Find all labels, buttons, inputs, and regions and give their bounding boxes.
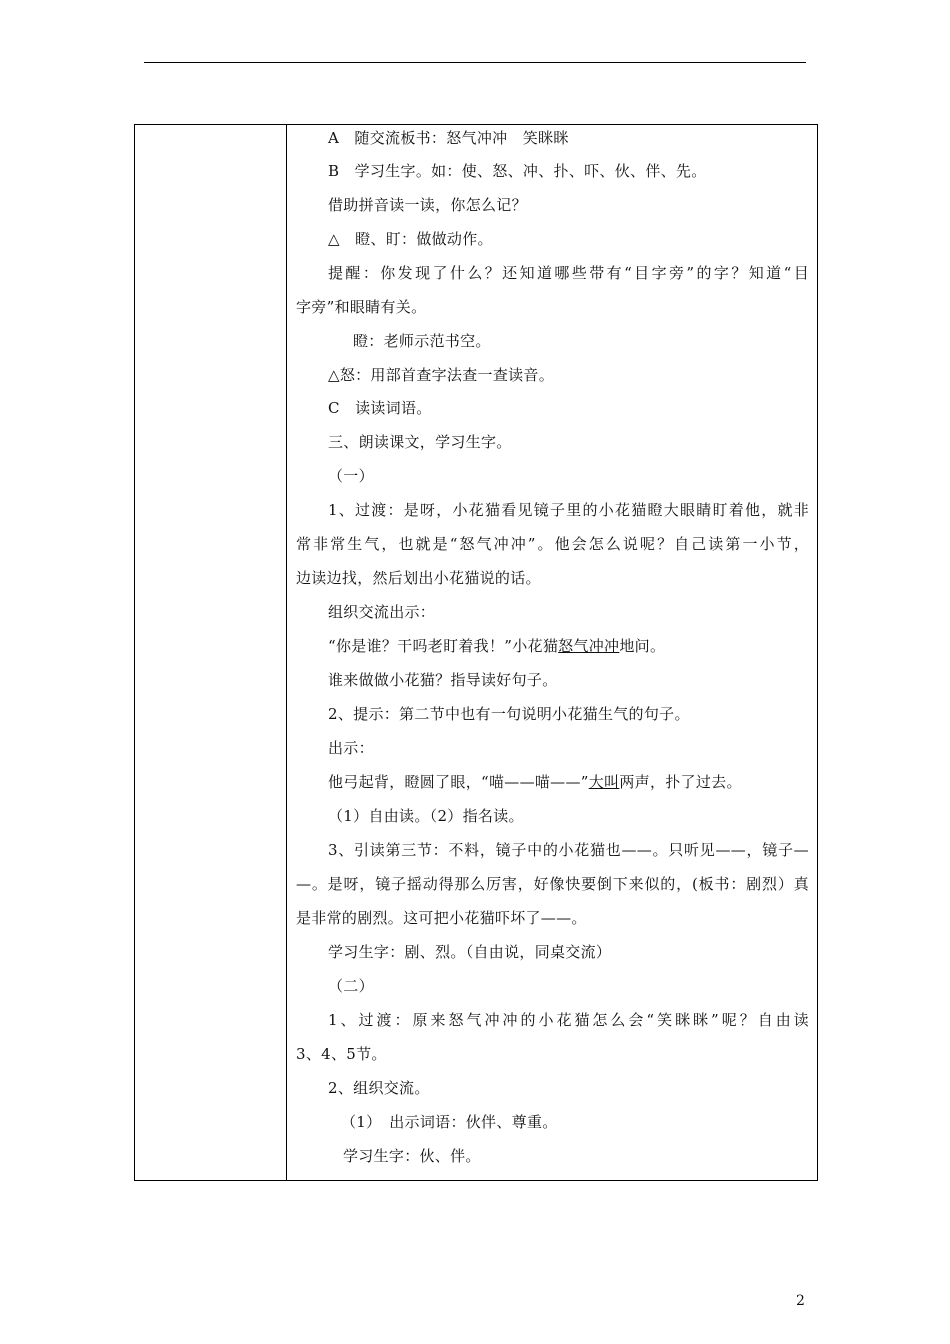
text-line-with-underline: [328, 772, 809, 792]
text-line: 3、4、5节。: [296, 1045, 387, 1063]
text-line: 谁来做做小花猫？指导读好句子。: [328, 671, 558, 689]
text-segment: 他弓起背，瞪圆了眼，“喵——喵——”: [328, 773, 589, 791]
text-line: 提醒：你发现了什么？还知道哪些带有“目字旁”的字？知道“目: [328, 264, 809, 282]
text-line: 常非常生气，也就是“怒气冲冲”。他会怎么说呢？自己读第一小节，: [296, 535, 809, 553]
header-rule: [144, 62, 806, 63]
text-line: △ 瞪、盯：做做动作。: [328, 230, 493, 248]
underlined-word: 怒气冲冲: [558, 637, 620, 655]
text-line: C 读读词语。: [328, 399, 432, 417]
text-line: 组织交流出示：: [328, 603, 436, 621]
text-line: △怒：用部首查字法查一查读音。: [328, 366, 555, 384]
text-line: —。是呀，镜子摇动得那么厉害，好像快要倒下来似的，(板书：剧烈）真: [296, 875, 809, 893]
text-line: 出示：: [328, 739, 374, 757]
text-line: 瞪：老师示范书空。: [353, 332, 491, 350]
text-line: 1、过渡：是呀，小花猫看见镜子里的小花猫瞪大眼睛盯着他，就非: [328, 501, 809, 519]
text-line: 3、引读第三节：不料，镜子中的小花猫也——。只听见——，镜子—: [328, 841, 809, 859]
text-line: A 随交流板书：怒气冲冲 笑眯眯: [328, 129, 569, 147]
page-number: 2: [796, 1293, 805, 1309]
text-line: 2、提示：第二节中也有一句说明小花猫生气的句子。: [328, 705, 690, 723]
text-line: 学习生字：伙、伴。: [343, 1147, 481, 1165]
text-line: 三、朗读课文，学习生字。: [328, 433, 512, 451]
lesson-table: [134, 124, 818, 1181]
text-line: 字旁”和眼睛有关。: [296, 298, 427, 316]
text-segment: “你是谁？干吗老盯着我！”小花猫: [328, 637, 559, 655]
text-line: 借助拼音读一读，你怎么记？: [328, 196, 527, 214]
text-line-with-underline: [328, 636, 809, 656]
table-right-column: [287, 125, 817, 1180]
text-line: 学习生字：剧、烈。（自由说，同桌交流）: [328, 943, 612, 961]
text-line: （二）: [328, 977, 374, 995]
text-line: B 学习生字。如：使、怒、冲、扑、吓、伙、伴、先。: [328, 162, 707, 180]
text-line: （1） 出示词语：伙伴、尊重。: [341, 1113, 558, 1131]
text-line: 边读边找，然后划出小花猫说的话。: [296, 569, 541, 587]
text-segment: 地问。: [619, 637, 666, 655]
text-line: 是非常的剧烈。这可把小花猫吓坏了——。: [296, 909, 587, 927]
text-segment: 两声，扑了过去。: [619, 773, 742, 791]
text-line: 2、组织交流。: [328, 1079, 430, 1097]
text-line: 1、过渡：原来怒气冲冲的小花猫怎么会“笑眯眯”呢？自由读: [328, 1011, 809, 1029]
table-left-column: [135, 125, 287, 1180]
text-line: （一）: [328, 467, 374, 485]
text-line: （1）自由读。（2）指名读。: [328, 807, 524, 825]
underlined-word: 大叫: [588, 773, 620, 791]
